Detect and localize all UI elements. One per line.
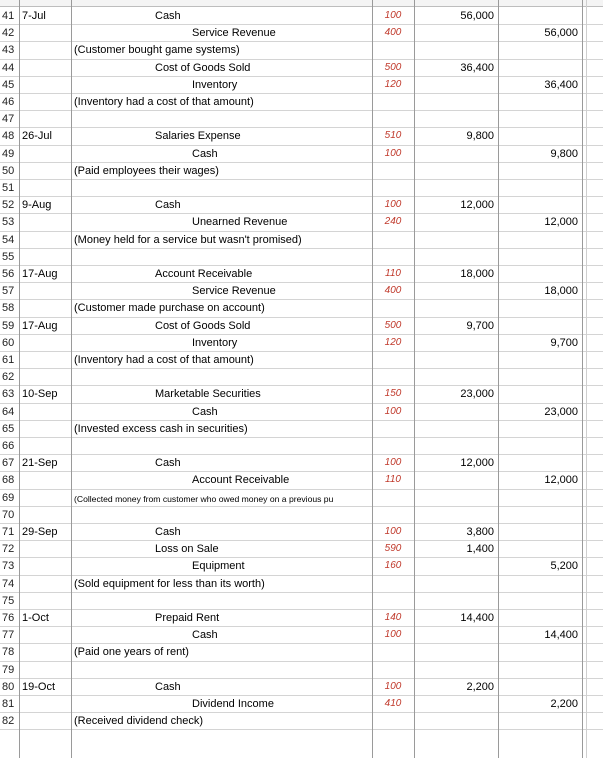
- table-row[interactable]: [0, 146, 603, 163]
- posting-ref-cell[interactable]: 160: [384, 560, 402, 572]
- table-row[interactable]: [0, 232, 603, 249]
- row-number[interactable]: 46: [2, 96, 15, 108]
- posting-ref-cell[interactable]: 240: [384, 216, 402, 228]
- row-number[interactable]: 73: [2, 560, 15, 573]
- row-number[interactable]: 53: [2, 216, 15, 229]
- table-row[interactable]: [0, 77, 603, 94]
- credit-amount-cell[interactable]: 23,000: [544, 405, 578, 418]
- row-number[interactable]: 79: [2, 663, 15, 676]
- row-number[interactable]: 51: [2, 182, 15, 194]
- table-row[interactable]: [0, 558, 603, 575]
- credit-amount-cell[interactable]: 56,000: [544, 27, 578, 40]
- table-row[interactable]: [0, 421, 603, 438]
- description-cell[interactable]: (Collected money from customer who owed money on a previous pu: [74, 493, 334, 504]
- debit-account-cell[interactable]: Salaries Expense: [155, 130, 241, 143]
- credit-account-cell[interactable]: Account Receivable: [192, 474, 290, 487]
- row-number[interactable]: 66: [2, 440, 15, 452]
- row-number[interactable]: 81: [2, 698, 15, 710]
- row-number[interactable]: 71: [2, 526, 15, 538]
- debit-amount-cell[interactable]: 9,700: [466, 319, 494, 332]
- posting-ref-cell[interactable]: 510: [384, 130, 402, 142]
- date-cell[interactable]: 9-Aug: [22, 199, 52, 212]
- credit-amount-cell[interactable]: 36,400: [544, 78, 578, 91]
- table-row[interactable]: [0, 111, 603, 128]
- date-cell[interactable]: 7-Jul: [22, 10, 46, 22]
- table-row[interactable]: [0, 60, 603, 77]
- credit-account-cell[interactable]: Inventory: [192, 336, 238, 349]
- table-row[interactable]: [0, 94, 603, 111]
- row-number[interactable]: 56: [2, 268, 15, 280]
- credit-amount-cell[interactable]: 2,200: [550, 698, 578, 710]
- table-row[interactable]: [0, 300, 603, 317]
- debit-amount-cell[interactable]: 14,400: [460, 612, 494, 624]
- table-row[interactable]: [0, 507, 603, 524]
- debit-amount-cell[interactable]: 12,000: [460, 457, 494, 470]
- debit-account-cell[interactable]: Cash: [155, 680, 181, 693]
- posting-ref-cell[interactable]: 100: [384, 680, 402, 692]
- table-row[interactable]: [0, 214, 603, 231]
- debit-amount-cell[interactable]: 9,800: [466, 130, 494, 143]
- credit-amount-cell[interactable]: 12,000: [544, 474, 578, 487]
- credit-account-cell[interactable]: Service Revenue: [192, 285, 276, 298]
- posting-ref-cell[interactable]: 120: [384, 336, 402, 348]
- credit-amount-cell[interactable]: 5,200: [550, 560, 578, 573]
- debit-account-cell[interactable]: Cost of Goods Sold: [155, 61, 251, 74]
- table-row[interactable]: [0, 541, 603, 558]
- date-cell[interactable]: 26-Jul: [22, 130, 52, 143]
- row-number[interactable]: 75: [2, 594, 15, 607]
- row-number[interactable]: 72: [2, 543, 15, 556]
- debit-amount-cell[interactable]: 23,000: [460, 388, 494, 401]
- row-number[interactable]: 67: [2, 457, 15, 470]
- credit-amount-cell[interactable]: 12,000: [544, 216, 578, 229]
- date-cell[interactable]: 17-Aug: [22, 319, 58, 332]
- row-number[interactable]: 59: [2, 319, 15, 332]
- row-number[interactable]: 60: [2, 336, 15, 349]
- row-number[interactable]: 80: [2, 680, 15, 693]
- table-row[interactable]: [0, 386, 603, 403]
- credit-amount-cell[interactable]: 9,800: [550, 147, 578, 160]
- table-row[interactable]: [0, 438, 603, 455]
- date-cell[interactable]: 1-Oct: [22, 612, 49, 624]
- description-cell[interactable]: (Paid one years of rent): [74, 646, 189, 659]
- debit-amount-cell[interactable]: 12,000: [460, 199, 494, 212]
- row-number[interactable]: 48: [2, 130, 15, 143]
- debit-account-cell[interactable]: Cash: [155, 457, 181, 470]
- table-row[interactable]: [0, 610, 603, 627]
- debit-account-cell[interactable]: Cost of Goods Sold: [155, 319, 251, 332]
- posting-ref-cell[interactable]: 100: [384, 629, 402, 641]
- date-cell[interactable]: 10-Sep: [22, 388, 58, 401]
- debit-amount-cell[interactable]: 3,800: [466, 526, 494, 538]
- row-number[interactable]: 70: [2, 508, 15, 521]
- row-number[interactable]: 54: [2, 233, 15, 246]
- table-row[interactable]: [0, 576, 603, 593]
- column-divider: [498, 0, 499, 758]
- table-row[interactable]: [0, 593, 603, 610]
- date-cell[interactable]: 21-Sep: [22, 457, 58, 470]
- table-row[interactable]: [0, 8, 603, 25]
- row-number[interactable]: 45: [2, 78, 15, 91]
- table-row[interactable]: [0, 627, 603, 644]
- posting-ref-cell[interactable]: 100: [384, 10, 402, 21]
- table-row[interactable]: [0, 352, 603, 369]
- credit-account-cell[interactable]: Service Revenue: [192, 27, 276, 40]
- row-number[interactable]: 42: [2, 27, 15, 40]
- table-row[interactable]: [0, 455, 603, 472]
- table-row[interactable]: [0, 713, 603, 730]
- row-number[interactable]: 43: [2, 44, 15, 57]
- table-row[interactable]: [0, 369, 603, 386]
- row-number[interactable]: 57: [2, 285, 15, 298]
- column-divider: [372, 0, 373, 758]
- credit-account-cell[interactable]: Dividend Income: [192, 698, 274, 710]
- debit-amount-cell[interactable]: 18,000: [460, 268, 494, 280]
- credit-amount-cell[interactable]: 14,400: [544, 629, 578, 642]
- debit-account-cell[interactable]: Cash: [155, 199, 181, 212]
- table-row[interactable]: [0, 696, 603, 713]
- posting-ref-cell[interactable]: 500: [384, 319, 402, 331]
- description-cell[interactable]: (Sold equipment for less than its worth): [74, 577, 265, 590]
- posting-ref-cell[interactable]: 410: [384, 698, 402, 709]
- debit-amount-cell[interactable]: 36,400: [460, 61, 494, 74]
- credit-account-cell[interactable]: Cash: [192, 629, 218, 642]
- posting-ref-cell[interactable]: 500: [384, 61, 402, 73]
- row-number[interactable]: 77: [2, 629, 15, 642]
- posting-ref-cell[interactable]: 140: [384, 612, 402, 623]
- credit-account-cell[interactable]: Inventory: [192, 78, 238, 91]
- column-divider: [586, 0, 587, 758]
- table-row[interactable]: [0, 128, 603, 145]
- table-row[interactable]: [0, 163, 603, 180]
- description-cell[interactable]: (Paid employees their wages): [74, 164, 219, 177]
- description-cell[interactable]: (Customer made purchase on account): [74, 302, 265, 315]
- credit-amount-cell[interactable]: 18,000: [544, 285, 578, 298]
- table-row[interactable]: [0, 644, 603, 661]
- column-divider: [19, 0, 20, 758]
- row-number[interactable]: 82: [2, 715, 15, 728]
- row-number[interactable]: 64: [2, 405, 15, 418]
- debit-account-cell[interactable]: Account Receivable: [155, 268, 253, 280]
- column-divider: [414, 0, 415, 758]
- table-row[interactable]: [0, 679, 603, 696]
- date-cell[interactable]: 19-Oct: [22, 680, 56, 693]
- table-row[interactable]: [0, 490, 603, 507]
- column-divider: [582, 0, 583, 758]
- row-number[interactable]: 49: [2, 147, 15, 160]
- debit-amount-cell[interactable]: 1,400: [466, 543, 494, 556]
- credit-account-cell[interactable]: Equipment: [192, 560, 245, 573]
- column-divider: [71, 0, 72, 758]
- row-number[interactable]: 62: [2, 371, 15, 384]
- table-row[interactable]: [0, 266, 603, 283]
- debit-account-cell[interactable]: Cash: [155, 526, 181, 538]
- row-number[interactable]: 78: [2, 646, 15, 659]
- row-number[interactable]: 63: [2, 388, 15, 401]
- posting-ref-cell[interactable]: 100: [384, 147, 402, 159]
- posting-ref-cell[interactable]: 110: [385, 474, 401, 486]
- table-row[interactable]: [0, 524, 603, 541]
- description-cell[interactable]: (Inventory had a cost of that amount): [74, 354, 254, 366]
- date-cell[interactable]: 29-Sep: [22, 526, 58, 538]
- posting-ref-cell[interactable]: 400: [384, 285, 402, 297]
- posting-ref-cell[interactable]: 590: [384, 543, 402, 555]
- description-cell[interactable]: (Inventory had a cost of that amount): [74, 96, 254, 108]
- credit-account-cell[interactable]: Cash: [192, 405, 218, 418]
- row-number[interactable]: 76: [2, 612, 15, 624]
- posting-ref-cell[interactable]: 110: [385, 268, 401, 279]
- credit-amount-cell[interactable]: 9,700: [550, 336, 578, 349]
- row-number[interactable]: 61: [2, 354, 15, 366]
- table-row[interactable]: [0, 197, 603, 214]
- description-cell[interactable]: (Customer bought game systems): [74, 44, 240, 57]
- posting-ref-cell[interactable]: 100: [384, 405, 402, 417]
- row-number[interactable]: 52: [2, 199, 15, 212]
- credit-account-cell[interactable]: Unearned Revenue: [192, 216, 288, 229]
- row-number[interactable]: 41: [2, 10, 15, 22]
- row-number[interactable]: 47: [2, 113, 15, 126]
- table-row[interactable]: [0, 25, 603, 42]
- table-row[interactable]: [0, 180, 603, 197]
- table-row[interactable]: [0, 249, 603, 266]
- table-row[interactable]: [0, 472, 603, 489]
- row-number[interactable]: 58: [2, 302, 15, 315]
- row-number[interactable]: 44: [2, 61, 15, 74]
- posting-ref-cell[interactable]: 100: [384, 199, 402, 211]
- posting-ref-cell[interactable]: 100: [384, 526, 402, 537]
- posting-ref-cell[interactable]: 120: [384, 78, 402, 90]
- description-cell[interactable]: (Invested excess cash in securities): [74, 422, 248, 435]
- debit-account-cell[interactable]: Prepaid Rent: [155, 612, 220, 624]
- table-row[interactable]: [0, 283, 603, 300]
- posting-ref-cell[interactable]: 400: [384, 27, 402, 39]
- date-cell[interactable]: 17-Aug: [22, 268, 58, 280]
- debit-account-cell[interactable]: Cash: [155, 10, 181, 22]
- row-number[interactable]: 65: [2, 422, 15, 435]
- posting-ref-cell[interactable]: 150: [384, 388, 402, 400]
- table-row[interactable]: [0, 335, 603, 352]
- row-number[interactable]: 68: [2, 474, 15, 487]
- table-row[interactable]: [0, 404, 603, 421]
- table-row[interactable]: [0, 662, 603, 679]
- description-cell[interactable]: (Money held for a service but wasn't promised): [74, 233, 302, 246]
- row-number[interactable]: 69: [2, 491, 15, 504]
- description-cell[interactable]: (Received dividend check): [74, 715, 204, 728]
- row-number[interactable]: 50: [2, 164, 15, 177]
- row-number[interactable]: 55: [2, 250, 15, 263]
- top-edge: [0, 0, 603, 7]
- table-row[interactable]: [0, 318, 603, 335]
- credit-account-cell[interactable]: Cash: [192, 147, 218, 160]
- debit-account-cell[interactable]: Marketable Securities: [155, 388, 261, 401]
- debit-account-cell[interactable]: Loss on Sale: [155, 543, 219, 556]
- posting-ref-cell[interactable]: 100: [384, 457, 402, 469]
- row-number[interactable]: 74: [2, 577, 15, 590]
- table-row[interactable]: [0, 42, 603, 59]
- debit-amount-cell[interactable]: 56,000: [460, 10, 494, 22]
- debit-amount-cell[interactable]: 2,200: [466, 680, 494, 693]
